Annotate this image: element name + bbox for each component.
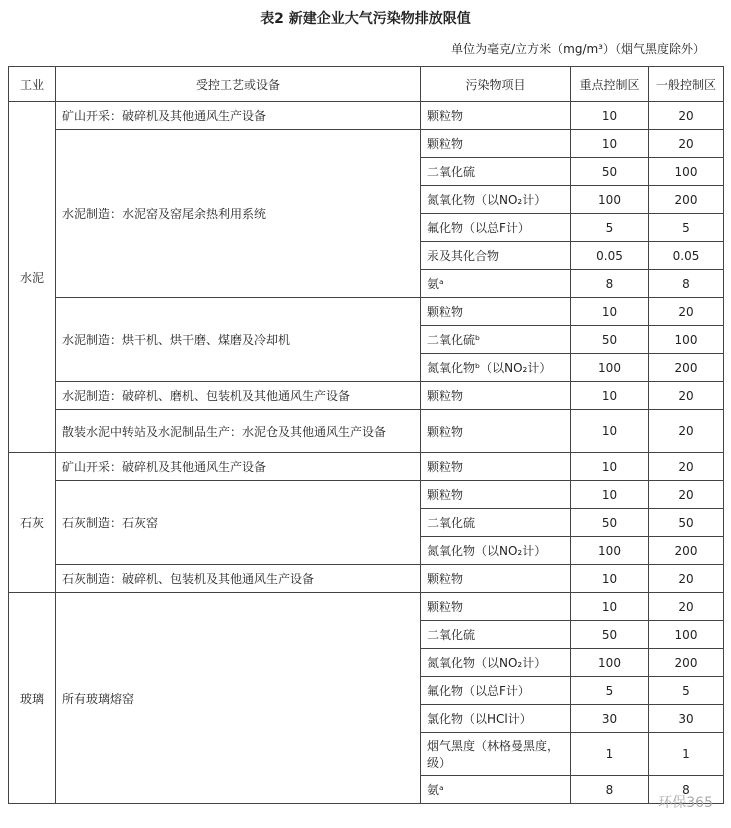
table-row — [9, 130, 724, 158]
pollutant-cell: 氮氧化物（以NO₂计） — [421, 186, 571, 214]
process-cell: 水泥制造：烘干机、烘干磨、煤磨及冷却机 — [56, 298, 421, 382]
pollutant-cell: 氮氧化物（以NO₂计） — [421, 537, 571, 565]
header-general-zone: 一般控制区 — [649, 67, 724, 102]
general-zone-value: 20 — [649, 410, 724, 453]
general-zone-value: 1 — [649, 733, 724, 776]
pollutant-cell: 氮氧化物（以NO₂计） — [421, 649, 571, 677]
pollutant-cell: 二氧化硫 — [421, 621, 571, 649]
pollutant-cell: 颗粒物 — [421, 130, 571, 158]
key-zone-value: 1 — [571, 733, 649, 776]
pollutant-cell: 汞及其化合物 — [421, 242, 571, 270]
pollutant-cell: 颗粒物 — [421, 102, 571, 130]
pollutant-cell: 氨ᵃ — [421, 270, 571, 298]
pollutant-cell: 二氧化硫 — [421, 158, 571, 186]
pollutant-cell: 颗粒物 — [421, 565, 571, 593]
process-cell: 矿山开采：破碎机及其他通风生产设备 — [56, 102, 421, 130]
key-zone-value: 8 — [571, 270, 649, 298]
general-zone-value: 5 — [649, 677, 724, 705]
industry-cell: 玻璃 — [9, 593, 56, 804]
key-zone-value: 5 — [571, 677, 649, 705]
general-zone-value: 20 — [649, 382, 724, 410]
pollutant-cell: 氟化物（以总F计） — [421, 677, 571, 705]
header-industry: 工业 — [9, 67, 56, 102]
process-cell: 散装水泥中转站及水泥制品生产：水泥仓及其他通风生产设备 — [56, 410, 421, 453]
process-cell: 矿山开采：破碎机及其他通风生产设备 — [56, 453, 421, 481]
general-zone-value: 20 — [649, 481, 724, 509]
process-cell: 水泥制造：水泥窑及窑尾余热利用系统 — [56, 130, 421, 298]
general-zone-value: 8 — [649, 270, 724, 298]
pollutant-cell: 颗粒物 — [421, 410, 571, 453]
process-cell: 石灰制造：石灰窑 — [56, 481, 421, 565]
table-row — [9, 298, 724, 326]
pollutant-cell: 二氧化硫ᵇ — [421, 326, 571, 354]
pollutant-cell: 氟化物（以总F计） — [421, 214, 571, 242]
unit-note: 单位为毫克/立方米（mg/m³）（烟气黑度除外） — [451, 42, 705, 56]
general-zone-value: 200 — [649, 537, 724, 565]
general-zone-value: 8 — [649, 776, 724, 804]
key-zone-value: 0.05 — [571, 242, 649, 270]
table-row — [9, 593, 724, 621]
table-title: 表2 新建企业大气污染物排放限值 — [260, 11, 471, 27]
key-zone-value: 10 — [571, 130, 649, 158]
general-zone-value: 20 — [649, 593, 724, 621]
table-row — [9, 481, 724, 509]
general-zone-value: 20 — [649, 453, 724, 481]
key-zone-value: 100 — [571, 649, 649, 677]
key-zone-value: 10 — [571, 453, 649, 481]
general-zone-value: 200 — [649, 186, 724, 214]
general-zone-value: 0.05 — [649, 242, 724, 270]
general-zone-value: 20 — [649, 102, 724, 130]
watermark: 环保365 — [658, 795, 713, 811]
general-zone-value: 50 — [649, 509, 724, 537]
pollutant-cell: 颗粒物 — [421, 382, 571, 410]
pollutant-cell: 氮氧化物ᵇ（以NO₂计） — [421, 354, 571, 382]
header-process: 受控工艺或设备 — [56, 67, 421, 102]
key-zone-value: 10 — [571, 102, 649, 130]
table-row — [9, 382, 724, 410]
table-row — [9, 410, 724, 453]
pollutant-cell: 颗粒物 — [421, 453, 571, 481]
key-zone-value: 10 — [571, 481, 649, 509]
process-cell: 所有玻璃熔窑 — [56, 593, 421, 804]
table-row — [9, 102, 724, 130]
header-key-zone: 重点控制区 — [571, 67, 649, 102]
key-zone-value: 50 — [571, 621, 649, 649]
general-zone-value: 100 — [649, 621, 724, 649]
key-zone-value: 100 — [571, 186, 649, 214]
pollutant-cell: 颗粒物 — [421, 593, 571, 621]
table-row — [9, 565, 724, 593]
general-zone-value: 5 — [649, 214, 724, 242]
key-zone-value: 10 — [571, 410, 649, 453]
key-zone-value: 8 — [571, 776, 649, 804]
key-zone-value: 10 — [571, 565, 649, 593]
general-zone-value: 20 — [649, 130, 724, 158]
pollutant-cell: 氯化物（以HCl计） — [421, 705, 571, 733]
industry-cell: 水泥 — [9, 102, 56, 453]
emission-limits-table — [8, 66, 724, 804]
header-pollutant: 污染物项目 — [421, 67, 571, 102]
key-zone-value: 100 — [571, 537, 649, 565]
key-zone-value: 100 — [571, 354, 649, 382]
general-zone-value: 100 — [649, 158, 724, 186]
pollutant-cell: 氨ᵃ — [421, 776, 571, 804]
key-zone-value: 50 — [571, 326, 649, 354]
key-zone-value: 30 — [571, 705, 649, 733]
industry-cell: 石灰 — [9, 453, 56, 593]
general-zone-value: 200 — [649, 354, 724, 382]
header-row — [9, 67, 724, 102]
key-zone-value: 10 — [571, 298, 649, 326]
pollutant-cell: 颗粒物 — [421, 481, 571, 509]
general-zone-value: 20 — [649, 565, 724, 593]
process-cell: 水泥制造：破碎机、磨机、包装机及其他通风生产设备 — [56, 382, 421, 410]
pollutant-cell: 烟气黑度（林格曼黑度，级） — [421, 733, 571, 776]
pollutant-cell: 二氧化硫 — [421, 509, 571, 537]
key-zone-value: 10 — [571, 593, 649, 621]
general-zone-value: 30 — [649, 705, 724, 733]
key-zone-value: 50 — [571, 158, 649, 186]
key-zone-value: 5 — [571, 214, 649, 242]
key-zone-value: 50 — [571, 509, 649, 537]
pollutant-cell: 颗粒物 — [421, 298, 571, 326]
general-zone-value: 200 — [649, 649, 724, 677]
table-row — [9, 453, 724, 481]
general-zone-value: 100 — [649, 326, 724, 354]
key-zone-value: 10 — [571, 382, 649, 410]
process-cell: 石灰制造：破碎机、包装机及其他通风生产设备 — [56, 565, 421, 593]
general-zone-value: 20 — [649, 298, 724, 326]
